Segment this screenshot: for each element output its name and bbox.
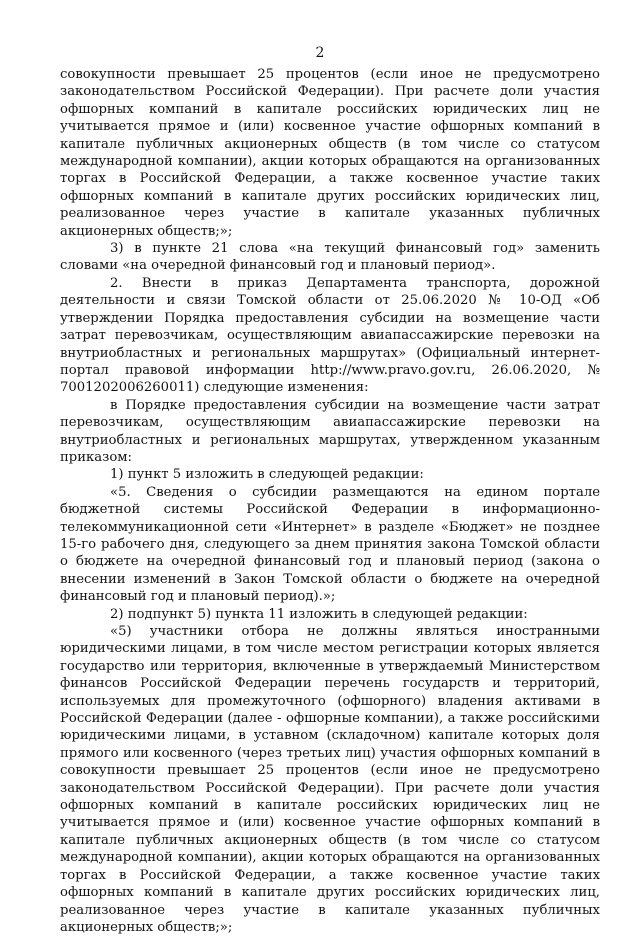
page-number: 2 bbox=[315, 45, 325, 61]
paragraph-continuation: совокупности превышает 25 процентов (если иное не предусмотрено законодательством Российской Федерации). При расчете доли участия офшорных компаний в капитале российских юридических лиц не учитывается прямое и (или) косвенное участие офшорных компаний в капитале публичных акционерных обществ (в том числе со статусом международной компании), акции которых обращаются на организованных торгах в Российской Федерации, а также косвенное участие таких офшорных компаний в капитале других российских юридических лиц, реализованное через участие в капитале указанных публичных акционерных обществ;»; bbox=[60, 67, 600, 239]
paragraph-item-3: 3) в пункте 21 слова «на текущий финансовый год» заменить словами «на очередной финансовый год и плановый период». bbox=[60, 241, 600, 274]
paragraph-section-2: 2. Внести в приказ Департамента транспорта, дорожной деятельности и связи Томской области от 25.06.2020 № 10-ОД «Об утверждении Порядка предоставления субсидии на возмещение части затрат перевозчикам, осуществляющим авиапассажирские перевозки на внутриобластных и региональных маршрутах» (Официальный интернет-портал правовой информации http://www.pravo.gov.ru, 26.06.2020, № 7001202006260011) следующие изменения: bbox=[60, 275, 600, 396]
paragraph-procedure-intro: в Порядке предоставления субсидии на возмещение части затрат перевозчикам, осуществляющим авиапассажирские перевозки на внутриобластных и региональных маршрутах, утвержденном указанным приказом: bbox=[60, 397, 600, 465]
paragraph-item-2: 2) подпункт 5) пункта 11 изложить в следующей редакции: bbox=[110, 606, 528, 622]
paragraph-clause-5: «5. Сведения о субсидии размещаются на едином портале бюджетной системы Российской Федерации в информационно-телекоммуникационной сети «Интернет» в разделе «Бюджет» не позднее 15-го рабочего дня, следующего за днем принятия закона Томской области о бюджете на очередной финансовый год и плановый период (закона о внесении изменений в Закон Томской области о бюджете на очередной финансовый год и плановый период).»; bbox=[60, 484, 600, 605]
paragraph-subclause-5: «5) участники отбора не должны являться иностранными юридическими лицами, в том числе местом регистрации которых является государство или территория, включенные в утверждаемый Министерством финансов Российской Федерации перечень государств и территорий, используемых для промежуточного (офшорного) владения активами в Российской Федерации (далее - офшорные компании), а также российскими юридическими лицами, в уставном (складочном) капитале которых доля прямого или косвенного (через третьих лиц) участия офшорных компаний в совокупности превышает 25 процентов (если иное не предусмотрено законодательством Российской Федерации). При расчете доли участия офшорных компаний в капитале российских юридических лиц не учитывается прямое и (или) косвенное участие офшорных компаний в капитале публичных акционерных обществ (в том числе со статусом международной компании), акции которых обращаются на организованных торгах в Российской Федерации, а также косвенное участие таких офшорных компаний в капитале других российских юридических лиц, реализованное через участие в капитале указанных публичных акционерных обществ;»; bbox=[60, 624, 600, 935]
paragraph-item-1: 1) пункт 5 изложить в следующей редакции: bbox=[110, 467, 424, 483]
document-body bbox=[60, 66, 600, 936]
